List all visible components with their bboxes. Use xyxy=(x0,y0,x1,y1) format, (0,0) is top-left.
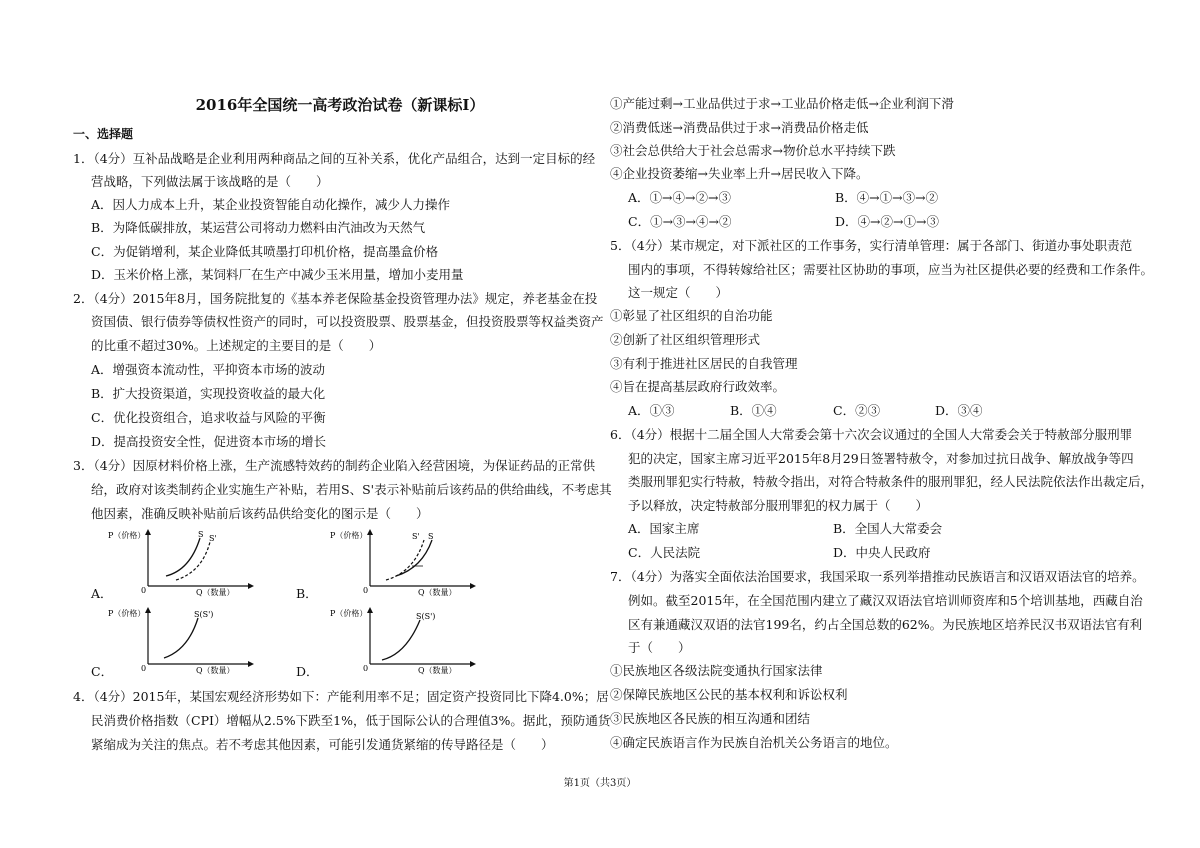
q2-option-b: B．扩大投资渠道，实现投资收益的最大化 xyxy=(91,386,326,401)
q3-option-c-letter: C． xyxy=(91,664,114,679)
y-axis-arrow xyxy=(367,607,373,613)
q6-line-2: 犯的决定，国家主席习近平2015年8月29日签署特赦令，对参加过抗日战争、解放战争等四 xyxy=(628,451,1134,466)
q3-graph-d xyxy=(330,606,480,678)
curve-s-combined xyxy=(382,620,420,660)
y-axis-arrow xyxy=(367,529,373,535)
q7-item-3: ③民族地区各民族的相互沟通和团结 xyxy=(610,711,811,726)
curve-s xyxy=(396,540,432,576)
origin-label: 0 xyxy=(363,664,369,673)
q4-path-2: ②消费低迷→消费品供过于求→消费品价格走低 xyxy=(610,120,869,135)
q2-line-3: 的比重不超过30%。上述规定的主要目的是（ ） xyxy=(91,338,382,353)
q1-option-c: C．为促销增利，某企业降低其喷墨打印机价格，提高墨盒价格 xyxy=(91,244,439,259)
q6-line-1: 6．（4分）根据十二届全国人大常委会第十六次会议通过的全国人大常委会关于特赦部分服刑罪 xyxy=(610,427,1133,442)
q3-option-b-letter: B． xyxy=(296,586,318,601)
q4-path-4: ④企业投资萎缩→失业率上升→居民收入下降。 xyxy=(610,166,869,181)
page-title: 2016年全国统一高考政治试卷（新课标Ⅰ） xyxy=(195,96,485,114)
q1-option-a: A．因人力成本上升，某企业投资智能自动化操作，减少人力操作 xyxy=(91,197,451,212)
x-axis-arrow xyxy=(470,661,476,667)
x-axis-label: Q（数量） xyxy=(418,588,457,597)
s-combined-label: S(S') xyxy=(416,612,436,621)
curve-s-combined xyxy=(164,618,198,658)
q7-item-2: ②保障民族地区公民的基本权利和诉讼权利 xyxy=(610,687,848,702)
q7-line-3: 区有兼通藏汉双语的法官199名，约占全国总数的62%。为民族地区培养民汉书双语法官有利 xyxy=(628,617,1143,632)
q6-option-c: C．人民法院 xyxy=(628,545,701,560)
q3-line-3: 他因素，准确反映补贴前后该药品供给变化的图示是（ ） xyxy=(91,506,429,521)
section-heading: 一、选择题 xyxy=(73,127,134,141)
origin-label: 0 xyxy=(141,586,147,595)
q3-graph-c xyxy=(108,606,258,678)
y-axis-label: P（价格） xyxy=(108,609,146,618)
q6-option-d: D．中央人民政府 xyxy=(833,545,931,560)
q4-path-1: ①产能过剩→工业品供过于求→工业品价格走低→企业利润下滑 xyxy=(610,96,954,111)
q7-item-1: ①民族地区各级法院变通执行国家法律 xyxy=(610,663,823,678)
q5-item-1: ①彰显了社区组织的自治功能 xyxy=(610,308,773,323)
q5-option-a: A．①③ xyxy=(628,403,675,418)
q4-line-2: 民消费价格指数（CPI）增幅从2.5%下跌至1%，低于国际公认的合理值3%。据此，预防通货 xyxy=(91,713,611,728)
q4-line-3: 紧缩成为关注的焦点。若不考虑其他因素，可能引发通货紧缩的传导路径是（ ） xyxy=(91,737,554,752)
q3-option-d-letter: D． xyxy=(296,664,319,679)
q1-line-1: 1．（4分）互补品战略是企业利用两种商品之间的互补关系，优化产品组合，达到一定目标的经 xyxy=(73,151,596,166)
y-axis-arrow xyxy=(145,607,151,613)
q6-line-3: 类服刑罪犯实行特赦，特赦令指出，对符合特赦条件的服刑罪犯，经人民法院依法作出裁定后， xyxy=(628,474,1154,489)
q3-line-2: 给，政府对该类制药企业实施生产补贴，若用S、S'表示补贴前后该药品的供给曲线，不考虑其 xyxy=(91,482,612,497)
q2-line-1: 2．（4分）2015年8月，国务院批复的《基本养老保险基金投资管理办法》规定，养老基金在投 xyxy=(73,291,598,306)
x-axis-label: Q（数量） xyxy=(196,666,235,675)
q2-line-2: 资国债、银行债券等债权性资产的同时，可以投资股票、股票基金，但投资股票等权益类资产 xyxy=(91,314,604,329)
q5-line-2: 围内的事项，不得转嫁给社区；需要社区协助的事项，应当为社区提供必要的经费和工作条件。 xyxy=(628,262,1154,277)
x-axis-arrow xyxy=(248,583,254,589)
origin-label: 0 xyxy=(363,586,369,595)
x-axis-arrow xyxy=(248,661,254,667)
curve-s xyxy=(166,538,200,576)
s-prime-label: S' xyxy=(412,532,420,541)
q5-item-4: ④旨在提高基层政府行政效率。 xyxy=(610,379,786,394)
origin-label: 0 xyxy=(141,664,147,673)
q2-option-a: A．增强资本流动性，平抑资本市场的波动 xyxy=(91,362,326,377)
s-label: S xyxy=(198,530,204,539)
s-label: S xyxy=(428,532,434,541)
x-axis-label: Q（数量） xyxy=(196,588,235,597)
q6-option-a: A．国家主席 xyxy=(628,521,700,536)
q3-graph-b xyxy=(330,528,480,600)
x-axis-label: Q（数量） xyxy=(418,666,457,675)
q3-graph-a xyxy=(108,528,258,600)
y-axis-label: P（价格） xyxy=(108,531,146,540)
page-footer: 第1页（共3页） xyxy=(563,778,637,789)
y-axis-arrow xyxy=(145,529,151,535)
q5-item-3: ③有利于推进社区居民的自我管理 xyxy=(610,356,798,371)
q4-option-b: B．④→①→③→② xyxy=(835,190,939,205)
q7-item-4: ④确定民族语言作为民族自治机关公务语言的地位。 xyxy=(610,735,898,750)
q7-line-4: 于（ ） xyxy=(628,640,691,655)
q3-line-1: 3．（4分）因原材料价格上涨，生产流感特效药的制药企业陷入经营困境，为保证药品的正常供 xyxy=(73,458,596,473)
y-axis-label: P（价格） xyxy=(330,609,368,618)
q4-option-a: A．①→④→②→③ xyxy=(628,190,731,205)
q1-line-2: 营战略，下列做法属于该战略的是（ ） xyxy=(91,174,329,189)
q4-path-3: ③社会总供给大于社会总需求→物价总水平持续下跌 xyxy=(610,143,896,158)
y-axis-label: P（价格） xyxy=(330,531,368,540)
q3-option-a-letter: A． xyxy=(91,586,113,601)
q5-line-1: 5．（4分）某市规定，对下派社区的工作事务，实行清单管理：属于各部门、街道办事处职责范 xyxy=(610,238,1133,253)
curve-s-prime xyxy=(176,542,210,580)
q6-line-4: 予以释放，决定特赦部分服刑罪犯的权力属于（ ） xyxy=(628,498,929,513)
q5-option-c: C．②③ xyxy=(833,403,881,418)
q5-option-b: B．①④ xyxy=(730,403,777,418)
x-axis-arrow xyxy=(470,583,476,589)
s-prime-label: S' xyxy=(209,534,217,543)
q6-option-b: B．全国人大常委会 xyxy=(833,521,943,536)
curve-s-prime xyxy=(386,540,424,580)
q5-option-d: D．③④ xyxy=(935,403,983,418)
q5-item-2: ②创新了社区组织管理形式 xyxy=(610,332,761,347)
s-combined-label: S(S') xyxy=(194,610,214,619)
q4-option-c: C．①→③→④→② xyxy=(628,214,732,229)
q2-option-c: C．优化投资组合，追求收益与风险的平衡 xyxy=(91,410,326,425)
q2-option-d: D．提高投资安全性，促进资本市场的增长 xyxy=(91,434,327,449)
q7-line-1: 7．（4分）为落实全面依法治国要求，我国采取一系列举措推动民族语言和汉语双语法官的培养。 xyxy=(610,569,1145,584)
q5-line-3: 这一规定（ ） xyxy=(628,285,729,300)
q1-option-b: B．为降低碳排放，某运营公司将动力燃料由汽油改为天然气 xyxy=(91,220,426,235)
q4-line-1: 4．（4分）2015年，某国宏观经济形势如下：产能利用率不足；固定资产投资同比下降4.0%；居 xyxy=(73,689,609,704)
q7-line-2: 例如。截至2015年，在全国范围内建立了藏汉双语法官培训师资库和5个培训基地，西藏自治 xyxy=(628,593,1143,608)
q1-option-d: D．玉米价格上涨，某饲料厂在生产中减少玉米用量，增加小麦用量 xyxy=(91,267,464,282)
q4-option-d: D．④→②→①→③ xyxy=(835,214,939,229)
